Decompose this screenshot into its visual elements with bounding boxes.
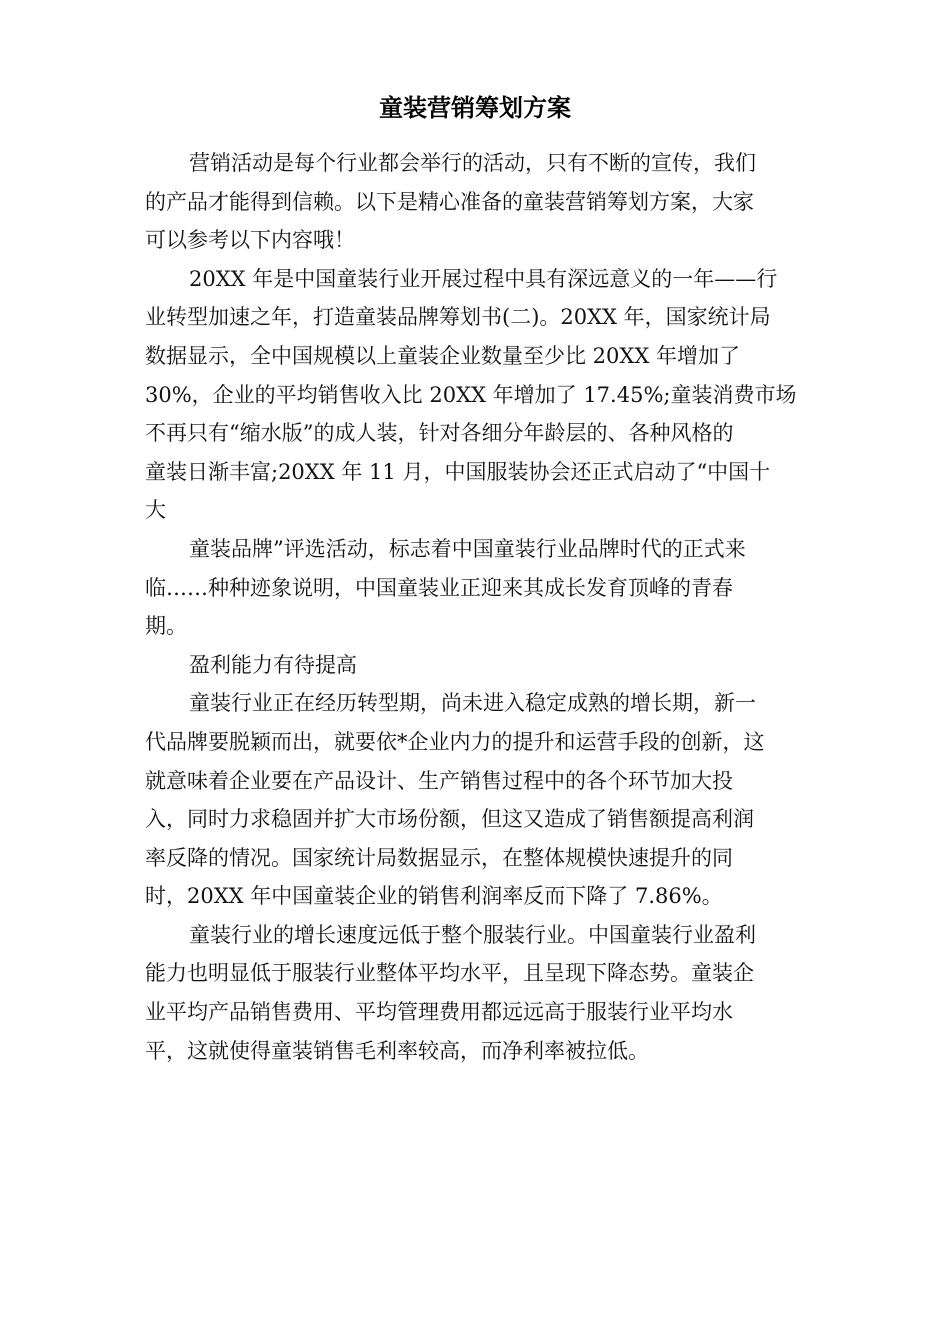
paragraph-transition-period: [145, 684, 807, 916]
text-line: 30%，企业的平均销售收入比 20XX 年增加了 17.45%;童装消费市场: [145, 382, 797, 407]
text-line: 营销活动是每个行业都会举行的活动，只有不断的宣传，我们: [189, 151, 756, 175]
section-heading-profitability: [145, 646, 807, 685]
text-line: 入，同时力求稳固并扩大市场份额，但这又造成了销售额提高利润: [145, 807, 754, 832]
text-line: 20XX 年是中国童装行业开展过程中具有深远意义的一年——行: [189, 266, 778, 291]
text-line: 童装品牌”评选活动，标志着中国童装行业品牌时代的正式来: [189, 536, 746, 561]
text-line: 临……种种迹象说明，中国童装业正迎来其成长发育顶峰的青春: [145, 575, 733, 600]
text-line: 代品牌要脱颖而出，就要依*企业内力的提升和运营手段的创新，这: [145, 729, 765, 754]
text-line: 童装行业正在经历转型期，尚未进入稳定成熟的增长期，新一: [189, 691, 756, 716]
text-line: 业平均产品销售费用、平均管理费用都远远高于服装行业平均水: [145, 1000, 733, 1025]
text-line: 可以参考以下内容哦！: [145, 228, 355, 253]
document-body: [145, 144, 807, 1070]
text-line: 时，20XX 年中国童装企业的销售利润率反而下降了 7.86%。: [145, 884, 723, 909]
text-line: 率反降的情况。国家统计局数据显示，在整体规模快速提升的同: [145, 845, 733, 870]
text-line: 平，这就使得童装销售毛利率较高，而净利率被拉低。: [145, 1038, 649, 1063]
paragraph-intro: [145, 144, 807, 260]
text-line: 童装日渐丰富;20XX 年 11 月，中国服装协会还正式启动了“中国十: [145, 459, 771, 484]
paragraph-growth-rate: [145, 916, 807, 1070]
text-line: 期。: [145, 614, 187, 639]
text-line: 能力也明显低于服装行业整体平均水平，且呈现下降态势。童装企: [145, 961, 754, 986]
text-line: 盈利能力有待提高: [189, 652, 357, 677]
text-line: 不再只有“缩水版”的成人装，针对各细分年龄层的、各种风格的: [145, 421, 734, 446]
text-line: 大: [145, 498, 166, 523]
paragraph-industry-transition: [145, 260, 807, 530]
text-line: 童装行业的增长速度远低于整个服装行业。中国童装行业盈利: [189, 922, 756, 947]
paragraph-brand-era: [145, 530, 807, 646]
text-line: 就意味着企业要在产品设计、生产销售过程中的各个环节加大投: [145, 768, 733, 793]
document-title: 童装营销筹划方案: [379, 93, 571, 122]
text-line: 的产品才能得到信赖。以下是精心准备的童装营销筹划方案，大家: [145, 189, 754, 214]
text-line: 业转型加速之年，打造童装品牌筹划书(二)。20XX 年，国家统计局: [145, 305, 771, 330]
text-line: 数据显示，全中国规模以上童装企业数量至少比 20XX 年增加了: [145, 343, 740, 368]
